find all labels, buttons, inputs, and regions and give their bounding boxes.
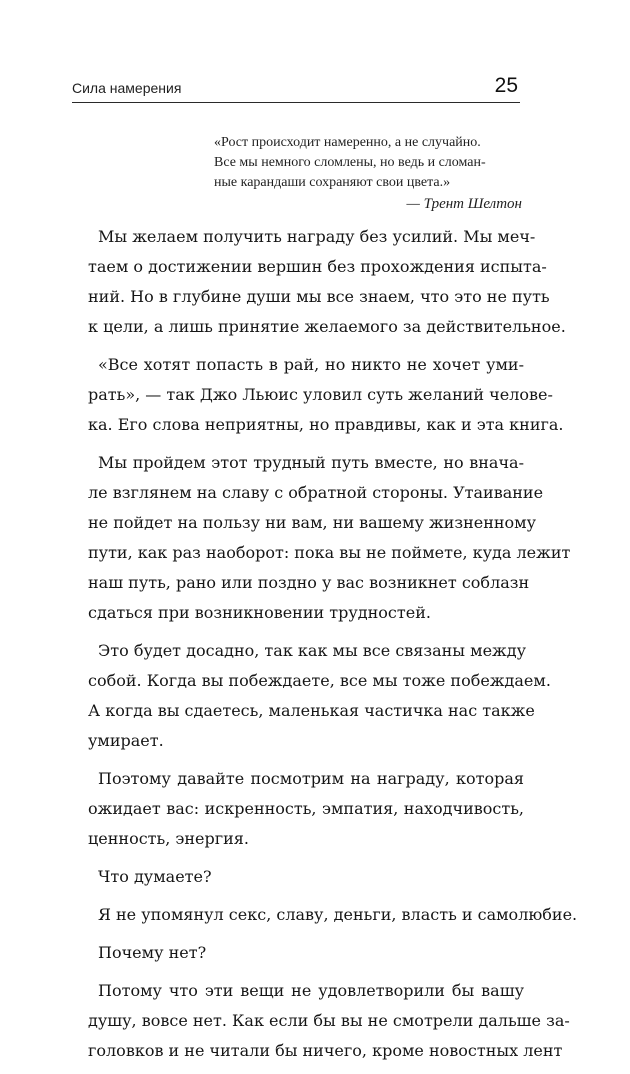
epigraph-line: ные карандаши сохраняют свои цвета.» bbox=[214, 175, 451, 190]
text-line: ле взглянем на славу с обратной стороны. Утаивание bbox=[88, 483, 544, 502]
text-line: наш путь, рано или поздно у вас возникнет соблазн bbox=[88, 573, 530, 592]
epigraph-line: «Рост происходит намеренно, а не случайно. bbox=[214, 135, 481, 150]
text-line: «Все хотят попасть в рай, но никто не хочет уми- bbox=[98, 355, 524, 374]
paragraph bbox=[88, 900, 578, 930]
text-line: не пойдет на пользу ни вам, ни вашему жизненному bbox=[88, 513, 537, 532]
paragraph bbox=[88, 448, 571, 628]
page-number: 25 bbox=[494, 74, 518, 97]
text-line: А когда вы сдаетесь, маленькая частичка нас также bbox=[88, 701, 535, 720]
text-line: Мы пройдем этот трудный путь вместе, но внача- bbox=[98, 453, 524, 472]
paragraph bbox=[88, 976, 570, 1066]
paragraph bbox=[88, 938, 524, 968]
paragraph bbox=[88, 862, 524, 892]
text-line: пути, как раз наоборот: пока вы не поймете, куда лежит bbox=[88, 543, 571, 562]
text-line: ка. Его слова неприятны, но правдивы, как и эта книга. bbox=[88, 415, 564, 434]
paragraph bbox=[88, 222, 566, 342]
running-title: Сила намерения bbox=[72, 80, 182, 96]
text-line: к цели, а лишь принятие желаемого за действительное. bbox=[88, 317, 566, 336]
text-line: Что думаете? bbox=[98, 867, 212, 886]
text-line: ценность, энергия. bbox=[88, 829, 249, 848]
text-line: Поэтому давайте посмотрим на награду, которая bbox=[98, 769, 524, 788]
epigraph-quote bbox=[214, 133, 522, 193]
epigraph-line: Все мы немного сломлены, но ведь и сломан- bbox=[214, 155, 486, 170]
running-header bbox=[72, 76, 520, 103]
epigraph-attribution: — Трент Шелтон bbox=[406, 196, 522, 212]
paragraph bbox=[88, 350, 564, 440]
text-line: умирает. bbox=[88, 731, 164, 750]
paragraph bbox=[88, 636, 551, 756]
text-line: Почему нет? bbox=[98, 943, 207, 962]
body-text bbox=[88, 222, 578, 1074]
text-line: душу, вовсе нет. Как если бы вы не смотрели дальше за- bbox=[88, 1011, 570, 1030]
text-line: ний. Но в глубине души мы все знаем, что это не путь bbox=[88, 287, 550, 306]
text-line: Это будет досадно, так как мы все связаны между bbox=[98, 641, 527, 660]
text-line: Я не упомянул секс, славу, деньги, власть и самолюбие. bbox=[98, 905, 578, 924]
paragraph bbox=[88, 764, 524, 854]
text-line: таем о достижении вершин без прохождения испыта- bbox=[88, 257, 547, 276]
text-line: рать», — так Джо Льюис уловил суть желаний челове- bbox=[88, 385, 553, 404]
text-line: головков и не читали бы ничего, кроме новостных лент bbox=[88, 1041, 563, 1060]
text-line: сдаться при возникновении трудностей. bbox=[88, 603, 431, 622]
text-line: Мы желаем получить награду без усилий. Мы меч- bbox=[98, 227, 536, 246]
text-line: собой. Когда вы побеждаете, все мы тоже побеждаем. bbox=[88, 671, 551, 690]
text-line: ожидает вас: искренность, эмпатия, находчивость, bbox=[88, 799, 524, 818]
text-line: Потому что эти вещи не удовлетворили бы вашу bbox=[98, 981, 524, 1000]
